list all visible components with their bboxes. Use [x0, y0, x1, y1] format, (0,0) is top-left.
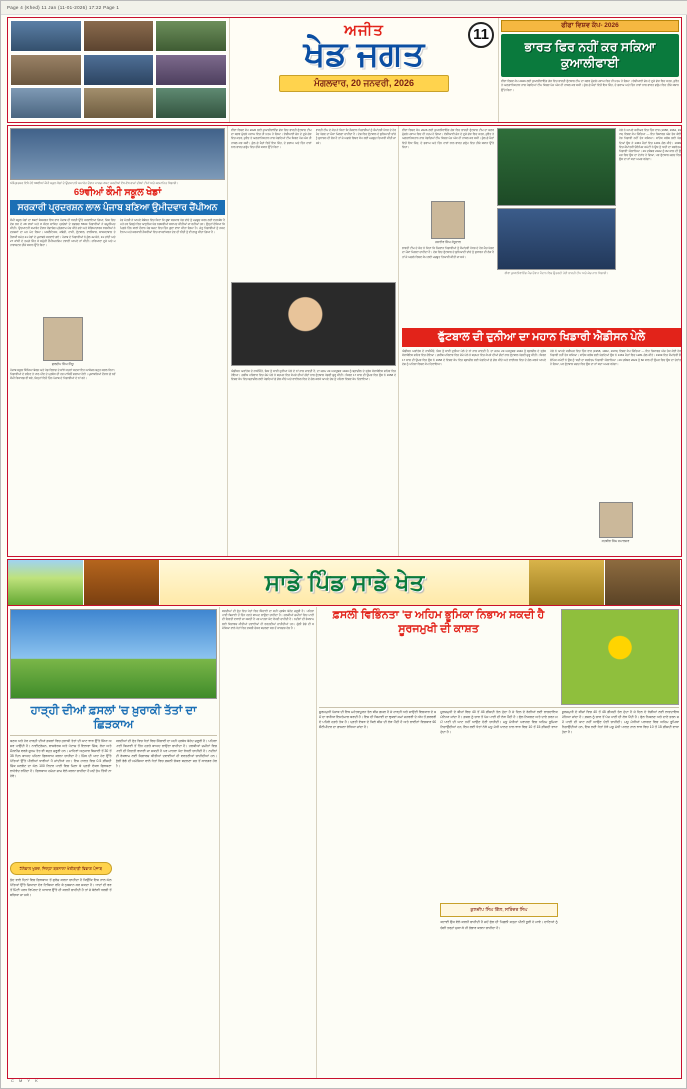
- agriculture-banner-title: ਸਾਡੇ ਪਿੰਡ ਸਾਡੇ ਖੇਤ: [264, 569, 425, 595]
- school-games-caption: ਅੰਮ੍ਰਿਤਸਰ ਵਿਖੇ ਹੋਏ 69ਵੀਆਂ ਕੌਮੀ ਸਕੂਲ ਖੇਡਾਂ ਦੇ ਉਦਘਾਟਨੀ ਸਮਾਰੋਹ ਦੌਰਾਨ ਮਾਰਚ ਪਾਸਟ ਕਰਦੀਆਂ ਵੱਖ-ਵੱਖ ਰਾਜਾਂ ਦੀਆਂ ਟੀਮਾਂ ਅਤੇ ਸਨਮਾਨਿਤ ਖਿਡਾਰੀ।: [10, 181, 179, 185]
- football-article-left: [229, 126, 399, 556]
- collage-photo: [83, 20, 155, 52]
- rabi-crops-article: [8, 607, 220, 1078]
- rabi-headline: ਹਾੜ੍ਹੀ ਦੀਆਂ ਫ਼ਸਲਾਂ 'ਚ ਖ਼ੁਰਾਕੀ ਤੱਤਾਂ ਦਾ ਛਿੜਕਾਅ: [30, 705, 197, 731]
- school-games-photo: [10, 128, 225, 180]
- agriculture-section: [7, 559, 682, 1079]
- publication-name: ਅਜੀਤ: [344, 22, 384, 39]
- sunflower-headline: ਫ਼ਸਲੀ ਵਿਭਿੰਨਤਾ 'ਚ ਅਹਿਮ ਭੂਮਿਕਾ ਨਿਭਾਅ ਸਕਦੀ ਹੈ ਸੂਰਜਮੁਖੀ ਦੀ ਕਾਸ਼ਤ: [332, 609, 545, 635]
- page-title: ਖੇਡ ਜਗਤ: [303, 35, 425, 73]
- banner-photo-crop: [8, 560, 84, 605]
- agriculture-body: [8, 607, 681, 1078]
- pele-headline: ਫੁੱਟਬਾਲ ਦੀ ਦੁਨੀਆ ਦਾ ਮਹਾਨ ਖਿਡਾਰੀ ਐਡੀਸਨ ਪੇਲੇ: [402, 328, 681, 347]
- masthead-photo-collage: [8, 18, 230, 122]
- school-games-body-1b: ਪੰਜਾਬ ਸਕੂਲ ਸਿੱਖਿਆ ਬੋਰਡ ਅਤੇ ਖੇਡ ਵਿਭਾਗ ਦੇ ਸਾਂਝੇ ਯਤਨਾਂ ਸਦਕਾ ਇਹ ਆਯੋਜਨ ਬਹੁਤ ਸਫਲ ਰਿਹਾ। ਖਿਡਾਰੀਆਂ ਦੇ ਰਹਿਣ ਤੇ ਖਾਣ-ਪੀਣ ਦੇ ਪ੍ਰਬੰਧ ਦੀ ਹਰ ਪਾਸਿਓਂ ਸ਼ਲਾਘਾ ਹੋਈ। ਮੁਕਾਬਲਿਆਂ ਦੌਰਾਨ ਛੇ ਨਵੇਂ ਕੌਮੀ ਰਿਕਾਰਡ ਵੀ ਬਣੇ, ਜਿਨ੍ਹਾਂ ਵਿਚੋਂ ਤਿੰਨ ਪੰਜਾਬ ਦੇ ਖਿਡਾਰੀਆਂ ਦੇ ਨਾਂ ਰਹੇ।: [10, 367, 116, 381]
- school-games-subhead: ਸਰਕਾਰੀ ਪ੍ਰਦਰਸ਼ਨ ਲਾਲ ਪੰਜਾਬ ਬਣਿਆ ਉਮੀਦਵਾਰ ਚੈਂਪੀਅਨ: [10, 200, 225, 215]
- sunflower-photo: [561, 609, 679, 705]
- rabi-body-1b: ਧੁੰਦ ਵਾਲੇ ਦਿਨਾਂ ਵਿਚ ਛਿੜਕਾਅ ਤੋਂ ਗੁਰੇਜ਼ ਕਰਨਾ ਚਾਹੀਦਾ ਹੈ ਕਿਉਂਕਿ ਇਸ ਨਾਲ ਘੋਲ ਪੱਤਿਆਂ ਉੱਤੇ ਜ਼ਿਆਦਾ ਦੇਰ ਟਿਕਿਆ ਰਹਿ ਕੇ ਨੁਕਸਾਨ ਕਰ ਸਕਦਾ ਹੈ। ਖਾਦਾਂ ਦੀ ਵਰਤੋਂ ਮਿੱਟੀ ਪਰਖ ਰਿਪੋਰਟ ਦੇ ਆਧਾਰ ਉੱਤੇ ਹੀ ਕਰਨੀ ਚਾਹੀਦੀ ਹੈ ਤਾਂ ਜੋ ਬੇਲੋੜੀ ਖਰਚੀ ਤੋਂ ਬਚਿਆ ਜਾ ਸਕੇ।: [10, 877, 112, 897]
- collage-photo: [10, 54, 82, 86]
- rabi-field-photo: [10, 609, 217, 699]
- worldcup-ribbon: ਫੀਫਾ ਵਿਸ਼ਵ ਕੱਪ- 2026: [501, 20, 679, 32]
- sunflower-article: [317, 607, 681, 1078]
- india-team-photo: [497, 128, 616, 206]
- football-article-right: [400, 126, 683, 556]
- worldcup-headline: ਭਾਰਤ ਫਿਰ ਨਹੀਂ ਕਰ ਸਕਿਆ ਕੁਆਲੀਫਾਈ: [501, 34, 679, 77]
- school-games-body-1: ਕੌਮੀ ਸਕੂਲ ਖੇਡਾਂ ਦਾ 69ਵਾਂ ਸੰਸਕਰਨ ਇਸ ਵਾਰ ਪੰਜਾਬ ਦੀ ਧਰਤੀ ਉੱਤੇ ਕਰਵਾਇਆ ਗਿਆ, ਜਿਸ ਵਿਚ ਦੇਸ਼ ਭਰ ਦੇ 28 ਰਾਜਾਂ ਅਤੇ 8 ਕੇਂਦਰ ਸ਼ਾਸਿਤ ਪ੍ਰਦੇਸ਼ਾਂ ਦੇ ਲਗਭਗ 5500 ਖਿਡਾਰੀਆਂ ਨੇ ਸ਼ਮੂਲੀਅਤ ਕੀਤੀ। ਉਦਘਾਟਨੀ ਸਮਾਰੋਹ ਦੌਰਾਨ ਰੰਗਾਰੰਗ ਪ੍ਰੋਗਰਾਮ ਪੇਸ਼ ਕੀਤੇ ਗਏ ਅਤੇ ਸੱਭਿਆਚਾਰਕ ਝਲਕੀਆਂ ਨੇ ਦਰਸ਼ਕਾਂ ਦਾ ਮਨ ਮੋਹ ਲਿਆ। ਅਥਲੈਟਿਕਸ, ਕਬੱਡੀ, ਹਾਕੀ, ਫੁੱਟਬਾਲ, ਵਾਲੀਬਾਲ, ਬਾਸਕਟਬਾਲ ਤੇ ਤੈਰਾਕੀ ਸਮੇਤ 21 ਖੇਡਾਂ ਦੇ ਮੁਕਾਬਲੇ ਕਰਵਾਏ ਗਏ। ਪੰਜਾਬ ਦੇ ਖਿਡਾਰੀਆਂ ਨੇ ਕੁੱਲ 42 ਸੋਨੇ, 31 ਚਾਂਦੀ ਅਤੇ 27 ਕਾਂਸੀ ਦੇ ਤਮਗ਼ੇ ਜਿੱਤ ਕੇ ਸਮੁੱਚੀ ਚੈਂਪੀਅਨਸ਼ਿਪ ਟਰਾਫ਼ੀ ਆਪਣੇ ਨਾਂ ਕੀਤੀ। ਹਰਿਆਣਾ ਦੂਜੇ ਅਤੇ ਮਹਾਰਾਸ਼ਟਰ ਤੀਜੇ ਸਥਾਨ ਉੱਤੇ ਰਿਹਾ।: [10, 217, 116, 248]
- pele-author-portrait: [599, 502, 633, 538]
- collage-photo: [83, 87, 155, 119]
- wc-side-text: ਫੀਫਾ ਵਿਸ਼ਵ ਕੱਪ 2026 ਲਈ ਕੁਆਲੀਫਾਇੰਗ ਗੇੜ ਵਿਚ ਭਾਰਤੀ ਫੁੱਟਬਾਲ ਟੀਮ ਦਾ ਸਫ਼ਰ ਮੁੱਢਲੇ ਪੜਾਅ ਵਿਚ ਹੀ ਖ਼ਤਮ ਹੋ ਗਿਆ। ਏਸ਼ੀਆਈ ਜ਼ੋਨ ਦੇ ਦੂਜੇ ਗੇੜ ਵਿਚ ਕਤਰ, ਕੁਵੈਤ ਤੇ ਅਫ਼ਗ਼ਾਨਿਸਤਾਨ ਨਾਲ ਖੇਡਦਿਆਂ ਟੀਮ ਸਿਰਫ਼ ਪੰਜ ਅੰਕ ਹੀ ਹਾਸਲ ਕਰ ਸਕੀ। ਕੁੱਲ ਛੇ ਮੈਚਾਂ ਵਿਚੋਂ ਇਕ ਜਿੱਤ, ਦੋ ਡਰਾਅ ਅਤੇ ਤਿੰਨ ਹਾਰਾਂ ਨਾਲ ਭਾਰਤ ਗਰੁੱਪ ਵਿਚ ਤੀਜੇ ਸਥਾਨ ਉੱਤੇ ਰਿਹਾ।: [402, 128, 494, 149]
- collage-photo: [155, 20, 227, 52]
- collage-photo: [10, 20, 82, 52]
- masthead: [7, 17, 682, 123]
- banner-photo-wheat: [529, 560, 605, 605]
- rabi-body-1: ਕਣਕ ਅਤੇ ਹੋਰ ਹਾੜ੍ਹੀ ਦੀਆਂ ਫ਼ਸਲਾਂ ਵਿਚ ਖ਼ੁਰਾਕੀ ਤੱਤਾਂ ਦੀ ਘਾਟ ਝਾੜ ਉੱਤੇ ਸਿੱਧਾ ਅਸਰ ਪਾਉਂਦੀ ਹੈ। ਨਾਈਟ੍ਰੋਜਨ, ਫਾਸਫੋਰਸ ਅਤੇ ਪੋਟਾਸ਼ ਤੋਂ ਇਲਾਵਾ ਜ਼ਿੰਕ, ਲੋਹਾ ਅਤੇ ਮੈਂਗਨੀਜ਼ ਵਰਗੇ ਸੂਖਮ ਤੱਤ ਵੀ ਬਹੁਤ ਜ਼ਰੂਰੀ ਹਨ। ਮਾਹਿਰਾਂ ਅਨੁਸਾਰ ਬਿਜਾਈ ਤੋਂ 30 ਤੋਂ 35 ਦਿਨ ਬਾਅਦ ਪਹਿਲਾ ਛਿੜਕਾਅ ਕਰਨਾ ਚਾਹੀਦਾ ਹੈ। ਜ਼ਿੰਕ ਦੀ ਘਾਟ ਹੋਣ ਉੱਤੇ ਪੱਤਿਆਂ ਉੱਤੇ ਪੀਲੀਆਂ ਧਾਰੀਆਂ ਪੈ ਜਾਂਦੀਆਂ ਹਨ। ਇਸ ਹਾਲਤ ਵਿਚ 0.5 ਫ਼ੀਸਦੀ ਜ਼ਿੰਕ ਸਲਫੇਟ ਦਾ ਘੋਲ 100 ਲਿਟਰ ਪਾਣੀ ਵਿਚ ਮਿਲਾ ਕੇ ਪ੍ਰਤੀ ਏਕੜ ਛਿੜਕਣਾ ਲਾਹੇਵੰਦ ਰਹਿੰਦਾ ਹੈ। ਛਿੜਕਾਅ ਹਮੇਸ਼ਾ ਸ਼ਾਮ ਵੇਲੇ ਕਰਨਾ ਚਾਹੀਦਾ ਹੈ ਜਦੋਂ ਧੁੱਪ ਤਿੱਖੀ ਨਾ ਹੋਵੇ।: [10, 738, 112, 779]
- sunflower-body-2: ਸੂਰਜਮੁਖੀ ਦੇ ਬੀਜਾਂ ਵਿਚ 40 ਤੋਂ 45 ਫ਼ੀਸਦੀ ਤੇਲ ਹੁੰਦਾ ਹੈ ਜੋ ਦਿਲ ਦੇ ਰੋਗੀਆਂ ਲਈ ਲਾਭਦਾਇਕ ਮੰਨਿਆ ਜਾਂਦਾ ਹੈ। ਫ਼ਸਲ ਨੂੰ ਚਾਰ ਤੋਂ ਪੰਜ ਪਾਣੀ ਦੀ ਲੋੜ ਪੈਂਦੀ ਹੈ। ਫੁੱਲ ਨਿਕਲਣ ਅਤੇ ਦਾਣੇ ਭਰਨ ਸਮੇਂ ਪਾਣੀ ਦੀ ਘਾਟ ਨਹੀਂ ਆਉਣ ਦੇਣੀ ਚਾਹੀਦੀ। ਮਧੂ ਮੱਖੀਆਂ ਪਰਾਗਣ ਵਿਚ ਅਹਿਮ ਭੂਮਿਕਾ ਨਿਭਾਉਂਦੀਆਂ ਹਨ, ਇਸ ਲਈ ਖੇਤਾਂ ਨੇੜੇ ਮਧੂ ਮੱਖੀ ਪਾਲਣ ਨਾਲ ਝਾੜ ਵਿਚ 10 ਤੋਂ 15 ਫ਼ੀਸਦੀ ਵਾਧਾ ਹੁੰਦਾ ਹੈ।: [440, 710, 558, 735]
- far-right-text: ਪੇਲੇ ਨੇ ਆਪਣੇ ਕਰੀਅਰ ਵਿਚ ਤਿੰਨ ਵਾਰ (1958, 1962, 1970) ਵਿਸ਼ਵ ਕੱਪ ਜਿੱਤਿਆ — ਇਹ ਰਿਕਾਰਡ ਅੱਜ ਤੱਕ ਕੋਈ ਹੋਰ ਖਿਡਾਰੀ ਨਹੀਂ ਤੋੜ ਸਕਿਆ। ਸਾਂਤੋਸ ਕਲੱਬ ਲਈ ਖੇਡਦਿਆਂ ਉਸ ਨੇ 1363 ਮੈਚਾਂ ਵਿਚ 1281 ਗੋਲ ਕੀਤੇ। 1999 ਵਿਚ ਕੌਮਾਂਤਰੀ ਓਲੰਪਿਕ ਕਮੇਟੀ ਨੇ ਉਸ ਨੂੰ 'ਸਦੀ ਦਾ ਸਰਵੋਤਮ ਖਿਡਾਰੀ' ਐਲਾਨਿਆ। 29 ਦਸੰਬਰ 2022 ਨੂੰ 82 ਸਾਲ ਦੀ ਉਮਰ ਵਿਚ ਉਸ ਦਾ ਦੇਹਾਂਤ ਹੋ ਗਿਆ, ਪਰ ਫੁੱਟਬਾਲ ਜਗਤ ਵਿਚ ਉਸ ਦਾ ਨਾਂ ਸਦਾ ਅਮਰ ਰਹੇਗਾ।: [619, 128, 681, 162]
- wc-side-text-2: ਭਾਰਤੀ ਟੀਮ ਦੇ ਕੋਚ ਨੇ ਕਿਹਾ ਕਿ ਨੌਜਵਾਨ ਖਿਡਾਰੀਆਂ ਨੂੰ ਕੌਮਾਂਤਰੀ ਪੱਧਰ ਦੇ ਹੋਰ ਮੈਚ ਖੇਡਣ ਦਾ ਮੌਕਾ ਮਿਲਣਾ ਚਾਹੀਦਾ ਹੈ। ਦੇਸ਼ ਵਿਚ ਫੁੱਟਬਾਲ ਦੇ ਬੁਨਿਆਦੀ ਢਾਂਚੇ ਨੂੰ ਸੁਧਾਰਨ ਦੀ ਲੋੜ ਹੈ ਤਾਂ ਜੋ ਅਗਲੇ ਵਿਸ਼ਵ ਕੱਪ ਲਈ ਮਜ਼ਬੂਤ ਤਿਆਰੀ ਕੀਤੀ ਜਾ ਸਕੇ।: [402, 246, 494, 259]
- agriculture-mid-column: [220, 607, 317, 1078]
- collage-photo: [155, 87, 227, 119]
- coach-photo: [497, 208, 616, 270]
- football-body-3: ਐਡੀਸਨ ਅਰਾਂਤੇਸ ਦੋ ਨਾਸੀਮੈਂਤੋ, ਜਿਸ ਨੂੰ ਸਾਰੀ ਦੁਨੀਆ ਪੇਲੇ ਦੇ ਨਾਂ ਨਾਲ ਜਾਣਦੀ ਹੈ, ਦਾ ਜਨਮ 23 ਅਕਤੂਬਰ 1940 ਨੂੰ ਬ੍ਰਾਜ਼ੀਲ ਦੇ ਤ੍ਰੇਸ ਕੋਰਾਸੋਇਸ ਸ਼ਹਿਰ ਵਿਚ ਹੋਇਆ। ਗ਼ਰੀਬ ਪਰਿਵਾਰ ਵਿਚ ਜੰਮੇ ਪੇਲੇ ਨੇ ਬਚਪਨ ਵਿਚ ਕੱਪੜੇ ਦੀਆਂ ਗੇਂਦਾਂ ਨਾਲ ਫੁੱਟਬਾਲ ਖੇਡਣੀ ਸ਼ੁਰੂ ਕੀਤੀ। ਸਿਰਫ਼ 17 ਸਾਲ ਦੀ ਉਮਰ ਵਿਚ ਉਸ ਨੇ 1958 ਦੇ ਵਿਸ਼ਵ ਕੱਪ ਵਿਚ ਬ੍ਰਾਜ਼ੀਲ ਲਈ ਖੇਡਦਿਆਂ ਛੇ ਗੋਲ ਕੀਤੇ ਅਤੇ ਫਾਈਨਲ ਵਿਚ ਦੋ ਗੋਲ ਕਰਕੇ ਆਪਣੇ ਦੇਸ਼ ਨੂੰ ਪਹਿਲਾ ਵਿਸ਼ਵ ਕੱਪ ਦਿਵਾਇਆ।: [231, 369, 396, 382]
- reporter-portrait: [431, 201, 465, 239]
- agri-mid-text: ਸਰਦੀਆਂ ਦੀ ਰੁੱਤ ਵਿਚ ਖੇਤਾਂ ਵਿਚ ਸਿੰਚਾਈ ਦਾ ਸਹੀ ਪ੍ਰਬੰਧ ਬੇਹੱਦ ਜ਼ਰੂਰੀ ਹੈ। ਪਹਿਲਾ ਪਾਣੀ ਬਿਜਾਈ ਤੋਂ ਤਿੰਨ ਹਫ਼ਤੇ ਬਾਅਦ ਲਾਉਣਾ ਚਾਹੀਦਾ ਹੈ। ਹਲਕੀਆਂ ਜ਼ਮੀਨਾਂ ਵਿਚ ਪਾਣੀ ਦੀ ਗਿਣਤੀ ਵਧਾਈ ਜਾ ਸਕਦੀ ਹੈ ਪਰ ਮਾਤਰਾ ਘੱਟ ਰੱਖਣੀ ਚਾਹੀਦੀ ਹੈ। ਨਦੀਨਾਂ ਦੀ ਰੋਕਥਾਮ ਲਈ ਸਿਫ਼ਾਰਸ਼ ਕੀਤੀਆਂ ਦਵਾਈਆਂ ਹੀ ਵਰਤਣੀਆਂ ਚਾਹੀਦੀਆਂ ਹਨ। ਗੁੱਲੀ ਡੰਡੇ ਦੀ ਸਮੱਸਿਆ ਵਾਲੇ ਖੇਤਾਂ ਵਿਚ ਫ਼ਸਲੀ ਚੱਕਰ ਬਦਲਣਾ ਸਭ ਤੋਂ ਕਾਰਗਰ ਹੱਲ ਹੈ।: [222, 609, 314, 630]
- rabi-body-2: ਸਰਦੀਆਂ ਦੀ ਰੁੱਤ ਵਿਚ ਖੇਤਾਂ ਵਿਚ ਸਿੰਚਾਈ ਦਾ ਸਹੀ ਪ੍ਰਬੰਧ ਬੇਹੱਦ ਜ਼ਰੂਰੀ ਹੈ। ਪਹਿਲਾ ਪਾਣੀ ਬਿਜਾਈ ਤੋਂ ਤਿੰਨ ਹਫ਼ਤੇ ਬਾਅਦ ਲਾਉਣਾ ਚਾਹੀਦਾ ਹੈ। ਹਲਕੀਆਂ ਜ਼ਮੀਨਾਂ ਵਿਚ ਪਾਣੀ ਦੀ ਗਿਣਤੀ ਵਧਾਈ ਜਾ ਸਕਦੀ ਹੈ ਪਰ ਮਾਤਰਾ ਘੱਟ ਰੱਖਣੀ ਚਾਹੀਦੀ ਹੈ। ਨਦੀਨਾਂ ਦੀ ਰੋਕਥਾਮ ਲਈ ਸਿਫ਼ਾਰਸ਼ ਕੀਤੀਆਂ ਦਵਾਈਆਂ ਹੀ ਵਰਤਣੀਆਂ ਚਾਹੀਦੀਆਂ ਹਨ। ਗੁੱਲੀ ਡੰਡੇ ਦੀ ਸਮੱਸਿਆ ਵਾਲੇ ਖੇਤਾਂ ਵਿਚ ਫ਼ਸਲੀ ਚੱਕਰ ਬਦਲਣਾ ਸਭ ਤੋਂ ਕਾਰਗਰ ਹੱਲ ਹੈ।: [115, 738, 217, 769]
- worldcup-box: [498, 18, 681, 122]
- rabi-byline: ਟੱਲੇਵਾਲ ਖੁਰਦ, ਜ਼ਿਲ੍ਹਾ ਬਰਨਾਲਾ ਖੇਤੀਬਾੜੀ ਵਿਭਾਗ ਪੰਜਾਬ: [10, 862, 112, 875]
- author-name-2: ਜਸਵੀਰ ਸਿੰਘ ਸੰਧੂਵਾਲ: [435, 240, 461, 244]
- sports-section: [7, 125, 682, 557]
- banner-photo-soil: [84, 560, 160, 605]
- collage-photo: [155, 54, 227, 86]
- school-games-body-2: ਖੇਡ ਮੰਤਰੀ ਨੇ ਆਪਣੇ ਸੰਬੋਧਨ ਵਿਚ ਕਿਹਾ ਕਿ ਸੂਬਾ ਸਰਕਾਰ ਖੇਡ ਢਾਂਚੇ ਨੂੰ ਮਜ਼ਬੂਤ ਕਰਨ ਲਈ ਵਚਨਬੱਧ ਹੈ ਅਤੇ ਹਰ ਜ਼ਿਲ੍ਹੇ ਵਿਚ ਆਧੁਨਿਕ ਖੇਡ ਨਰਸਰੀਆਂ ਸਥਾਪਤ ਕੀਤੀਆਂ ਜਾ ਰਹੀਆਂ ਹਨ। ਉਨ੍ਹਾਂ ਦੱਸਿਆ ਕਿ ਪਿਛਲੇ ਤਿੰਨ ਸਾਲਾਂ ਦੌਰਾਨ ਖੇਡ ਬਜਟ ਵਿਚ ਤਿੰਨ ਗੁਣਾ ਵਾਧਾ ਕੀਤਾ ਗਿਆ ਹੈ। ਜੇਤੂ ਖਿਡਾਰੀਆਂ ਨੂੰ ਨਕਦ ਇਨਾਮ ਅਤੇ ਸਰਕਾਰੀ ਨੌਕਰੀਆਂ ਵਿਚ ਰਾਖਵਾਂਕਰਨ ਦੇਣ ਦੀ ਨੀਤੀ ਨੂੰ ਵੀ ਲਾਗੂ ਕੀਤਾ ਗਿਆ ਹੈ।: [119, 217, 225, 235]
- issue-date: ਮੰਗਲਵਾਰ, 20 ਜਨਵਰੀ, 2026: [279, 75, 449, 92]
- sunflower-author-box: ਕੁਲਦੀਪ ਸਿੰਘ ਗਿੱਲ, ਸਤਿੰਦਰ ਸਿੰਘ: [440, 903, 557, 917]
- pele-photo: [231, 282, 396, 366]
- school-games-article: [8, 126, 228, 556]
- pele-body-2: ਪੇਲੇ ਨੇ ਆਪਣੇ ਕਰੀਅਰ ਵਿਚ ਤਿੰਨ ਵਾਰ (1958, 1962, 1970) ਵਿਸ਼ਵ ਕੱਪ ਜਿੱਤਿਆ — ਇਹ ਰਿਕਾਰਡ ਅੱਜ ਤੱਕ ਕੋਈ ਹੋਰ ਖਿਡਾਰੀ ਨਹੀਂ ਤੋੜ ਸਕਿਆ। ਸਾਂਤੋਸ ਕਲੱਬ ਲਈ ਖੇਡਦਿਆਂ ਉਸ ਨੇ 1363 ਮੈਚਾਂ ਵਿਚ 1281 ਗੋਲ ਕੀਤੇ। 1999 ਵਿਚ ਕੌਮਾਂਤਰੀ ਓਲੰਪਿਕ ਕਮੇਟੀ ਨੇ ਉਸ ਨੂੰ 'ਸਦੀ ਦਾ ਸਰਵੋਤਮ ਖਿਡਾਰੀ' ਐਲਾਨਿਆ। 29 ਦਸੰਬਰ 2022 ਨੂੰ 82 ਸਾਲ ਦੀ ਉਮਰ ਵਿਚ ਉਸ ਦਾ ਦੇਹਾਂਤ ਹੋ ਗਿਆ, ਪਰ ਫੁੱਟਬਾਲ ਜਗਤ ਵਿਚ ਉਸ ਦਾ ਨਾਂ ਸਦਾ ਅਮਰ ਰਹੇਗਾ।: [550, 349, 681, 366]
- sunflower-body-1: ਸੂਰਜਮੁਖੀ ਪੰਜਾਬ ਦੀ ਇਕ ਮਹੱਤਵਪੂਰਨ ਤੇਲ ਬੀਜ ਫ਼ਸਲ ਹੈ ਜੋ ਹਾੜ੍ਹੀ ਅਤੇ ਸਾਉਣੀ ਵਿਚਕਾਰ ਦੇ ਸਮੇਂ ਦਾ ਵਧੀਆ ਇਸਤੇਮਾਲ ਕਰਦੀ ਹੈ। ਇਸ ਦੀ ਬਿਜਾਈ ਦਾ ਢੁਕਵਾਂ ਸਮਾਂ ਜਨਵਰੀ ਦੇ ਅੱਧ ਤੋਂ ਫ਼ਰਵਰੀ ਦੇ ਪਹਿਲੇ ਹਫ਼ਤੇ ਤੱਕ ਹੈ। ਪ੍ਰਤੀ ਏਕੜ ਦੋ ਕਿਲੋ ਬੀਜ ਦੀ ਲੋੜ ਪੈਂਦੀ ਹੈ ਅਤੇ ਲਾਈਨਾਂ ਵਿਚਕਾਰ 60 ਸੈਂਟੀਮੀਟਰ ਦਾ ਫ਼ਾਸਲਾ ਰੱਖਿਆ ਜਾਂਦਾ ਹੈ।: [319, 710, 437, 730]
- banner-photo-onion: [605, 560, 681, 605]
- sunflower-body-4: ਸੂਰਜਮੁਖੀ ਦੇ ਬੀਜਾਂ ਵਿਚ 40 ਤੋਂ 45 ਫ਼ੀਸਦੀ ਤੇਲ ਹੁੰਦਾ ਹੈ ਜੋ ਦਿਲ ਦੇ ਰੋਗੀਆਂ ਲਈ ਲਾਭਦਾਇਕ ਮੰਨਿਆ ਜਾਂਦਾ ਹੈ। ਫ਼ਸਲ ਨੂੰ ਚਾਰ ਤੋਂ ਪੰਜ ਪਾਣੀ ਦੀ ਲੋੜ ਪੈਂਦੀ ਹੈ। ਫੁੱਲ ਨਿਕਲਣ ਅਤੇ ਦਾਣੇ ਭਰਨ ਸਮੇਂ ਪਾਣੀ ਦੀ ਘਾਟ ਨਹੀਂ ਆਉਣ ਦੇਣੀ ਚਾਹੀਦੀ। ਮਧੂ ਮੱਖੀਆਂ ਪਰਾਗਣ ਵਿਚ ਅਹਿਮ ਭੂਮਿਕਾ ਨਿਭਾਉਂਦੀਆਂ ਹਨ, ਇਸ ਲਈ ਖੇਤਾਂ ਨੇੜੇ ਮਧੂ ਮੱਖੀ ਪਾਲਣ ਨਾਲ ਝਾੜ ਵਿਚ 10 ਤੋਂ 15 ਫ਼ੀਸਦੀ ਵਾਧਾ ਹੁੰਦਾ ਹੈ।: [561, 710, 679, 735]
- masthead-title-block: [230, 18, 498, 122]
- collage-photo: [10, 87, 82, 119]
- author-portrait: [43, 317, 83, 361]
- sunflower-body-3: ਕਟਾਈ ਉਸ ਵੇਲੇ ਕਰਨੀ ਚਾਹੀਦੀ ਹੈ ਜਦੋਂ ਫੁੱਲ ਦੀ ਪਿਛਲੀ ਸਤ੍ਹਾ ਪੀਲੀ ਭੂਰੀ ਹੋ ਜਾਵੇ। ਦਾਣਿਆਂ ਨੂੰ ਚੰਗੀ ਤਰ੍ਹਾਂ ਸੁਕਾ ਕੇ ਹੀ ਭੰਡਾਰ ਕਰਨਾ ਚਾਹੀਦਾ ਹੈ।: [440, 920, 558, 930]
- pele-author-name: ਸਤਬੀਰ ਸਿੰਘ ਸਮਾਲਸਰ: [601, 539, 630, 544]
- print-info-strip: Page 4 (Khed) 11 Jan (11-01-2026) 17:22 Page 1: [1, 1, 687, 15]
- agriculture-banner: [8, 560, 681, 606]
- school-games-headline: 69ਵੀਆਂ ਕੌਮੀ ਸਕੂਲ ਖੇਡਾਂ: [73, 186, 162, 198]
- worldcup-text: ਫੀਫਾ ਵਿਸ਼ਵ ਕੱਪ 2026 ਲਈ ਕੁਆਲੀਫਾਇੰਗ ਗੇੜ ਵਿਚ ਭਾਰਤੀ ਫੁੱਟਬਾਲ ਟੀਮ ਦਾ ਸਫ਼ਰ ਮੁੱਢਲੇ ਪੜਾਅ ਵਿਚ ਹੀ ਖ਼ਤਮ ਹੋ ਗਿਆ। ਏਸ਼ੀਆਈ ਜ਼ੋਨ ਦੇ ਦੂਜੇ ਗੇੜ ਵਿਚ ਕਤਰ, ਕੁਵੈਤ ਤੇ ਅਫ਼ਗ਼ਾਨਿਸਤਾਨ ਨਾਲ ਖੇਡਦਿਆਂ ਟੀਮ ਸਿਰਫ਼ ਪੰਜ ਅੰਕ ਹੀ ਹਾਸਲ ਕਰ ਸਕੀ। ਕੁੱਲ ਛੇ ਮੈਚਾਂ ਵਿਚੋਂ ਇਕ ਜਿੱਤ, ਦੋ ਡਰਾਅ ਅਤੇ ਤਿੰਨ ਹਾਰਾਂ ਨਾਲ ਭਾਰਤ ਗਰੁੱਪ ਵਿਚ ਤੀਜੇ ਸਥਾਨ ਉੱਤੇ ਰਿਹਾ।: [501, 79, 679, 92]
- color-registration-marks: C M Y K: [11, 1078, 40, 1083]
- pele-body-1: ਐਡੀਸਨ ਅਰਾਂਤੇਸ ਦੋ ਨਾਸੀਮੈਂਤੋ, ਜਿਸ ਨੂੰ ਸਾਰੀ ਦੁਨੀਆ ਪੇਲੇ ਦੇ ਨਾਂ ਨਾਲ ਜਾਣਦੀ ਹੈ, ਦਾ ਜਨਮ 23 ਅਕਤੂਬਰ 1940 ਨੂੰ ਬ੍ਰਾਜ਼ੀਲ ਦੇ ਤ੍ਰੇਸ ਕੋਰਾਸੋਇਸ ਸ਼ਹਿਰ ਵਿਚ ਹੋਇਆ। ਗ਼ਰੀਬ ਪਰਿਵਾਰ ਵਿਚ ਜੰਮੇ ਪੇਲੇ ਨੇ ਬਚਪਨ ਵਿਚ ਕੱਪੜੇ ਦੀਆਂ ਗੇਂਦਾਂ ਨਾਲ ਫੁੱਟਬਾਲ ਖੇਡਣੀ ਸ਼ੁਰੂ ਕੀਤੀ। ਸਿਰਫ਼ 17 ਸਾਲ ਦੀ ਉਮਰ ਵਿਚ ਉਸ ਨੇ 1958 ਦੇ ਵਿਸ਼ਵ ਕੱਪ ਵਿਚ ਬ੍ਰਾਜ਼ੀਲ ਲਈ ਖੇਡਦਿਆਂ ਛੇ ਗੋਲ ਕੀਤੇ ਅਤੇ ਫਾਈਨਲ ਵਿਚ ਦੋ ਗੋਲ ਕਰਕੇ ਆਪਣੇ ਦੇਸ਼ ਨੂੰ ਪਹਿਲਾ ਵਿਸ਼ਵ ਕੱਪ ਦਿਵਾਇਆ।: [402, 349, 547, 366]
- collage-photo: [83, 54, 155, 86]
- football-body-2: ਭਾਰਤੀ ਟੀਮ ਦੇ ਕੋਚ ਨੇ ਕਿਹਾ ਕਿ ਨੌਜਵਾਨ ਖਿਡਾਰੀਆਂ ਨੂੰ ਕੌਮਾਂਤਰੀ ਪੱਧਰ ਦੇ ਹੋਰ ਮੈਚ ਖੇਡਣ ਦਾ ਮੌਕਾ ਮਿਲਣਾ ਚਾਹੀਦਾ ਹੈ। ਦੇਸ਼ ਵਿਚ ਫੁੱਟਬਾਲ ਦੇ ਬੁਨਿਆਦੀ ਢਾਂਚੇ ਨੂੰ ਸੁਧਾਰਨ ਦੀ ਲੋੜ ਹੈ ਤਾਂ ਜੋ ਅਗਲੇ ਵਿਸ਼ਵ ਕੱਪ ਲਈ ਮਜ਼ਬੂਤ ਤਿਆਰੀ ਕੀਤੀ ਜਾ ਸਕੇ।: [315, 128, 396, 145]
- football-body-1: ਫੀਫਾ ਵਿਸ਼ਵ ਕੱਪ 2026 ਲਈ ਕੁਆਲੀਫਾਇੰਗ ਗੇੜ ਵਿਚ ਭਾਰਤੀ ਫੁੱਟਬਾਲ ਟੀਮ ਦਾ ਸਫ਼ਰ ਮੁੱਢਲੇ ਪੜਾਅ ਵਿਚ ਹੀ ਖ਼ਤਮ ਹੋ ਗਿਆ। ਏਸ਼ੀਆਈ ਜ਼ੋਨ ਦੇ ਦੂਜੇ ਗੇੜ ਵਿਚ ਕਤਰ, ਕੁਵੈਤ ਤੇ ਅਫ਼ਗ਼ਾਨਿਸਤਾਨ ਨਾਲ ਖੇਡਦਿਆਂ ਟੀਮ ਸਿਰਫ਼ ਪੰਜ ਅੰਕ ਹੀ ਹਾਸਲ ਕਰ ਸਕੀ। ਕੁੱਲ ਛੇ ਮੈਚਾਂ ਵਿਚੋਂ ਇਕ ਜਿੱਤ, ਦੋ ਡਰਾਅ ਅਤੇ ਤਿੰਨ ਹਾਰਾਂ ਨਾਲ ਭਾਰਤ ਗਰੁੱਪ ਵਿਚ ਤੀਜੇ ਸਥਾਨ ਉੱਤੇ ਰਿਹਾ।: [231, 128, 312, 149]
- page-number-badge: 11: [468, 22, 494, 48]
- author-name-1: ਗੁਰਦੀਪ ਸਿੰਘ ਸਿੱਧੂ: [51, 361, 74, 366]
- football-photo-caption: ਫੀਫਾ ਕੁਆਲੀਫਾਇੰਗ ਮੈਚ ਦੌਰਾਨ ਮੈਦਾਨ ਵਿਚ ਉਤਰਦੀ ਹੋਈ ਭਾਰਤੀ ਟੀਮ ਅਤੇ ਕੋਚ ਨਾਲ ਖਿਡਾਰੀ।: [504, 271, 609, 275]
